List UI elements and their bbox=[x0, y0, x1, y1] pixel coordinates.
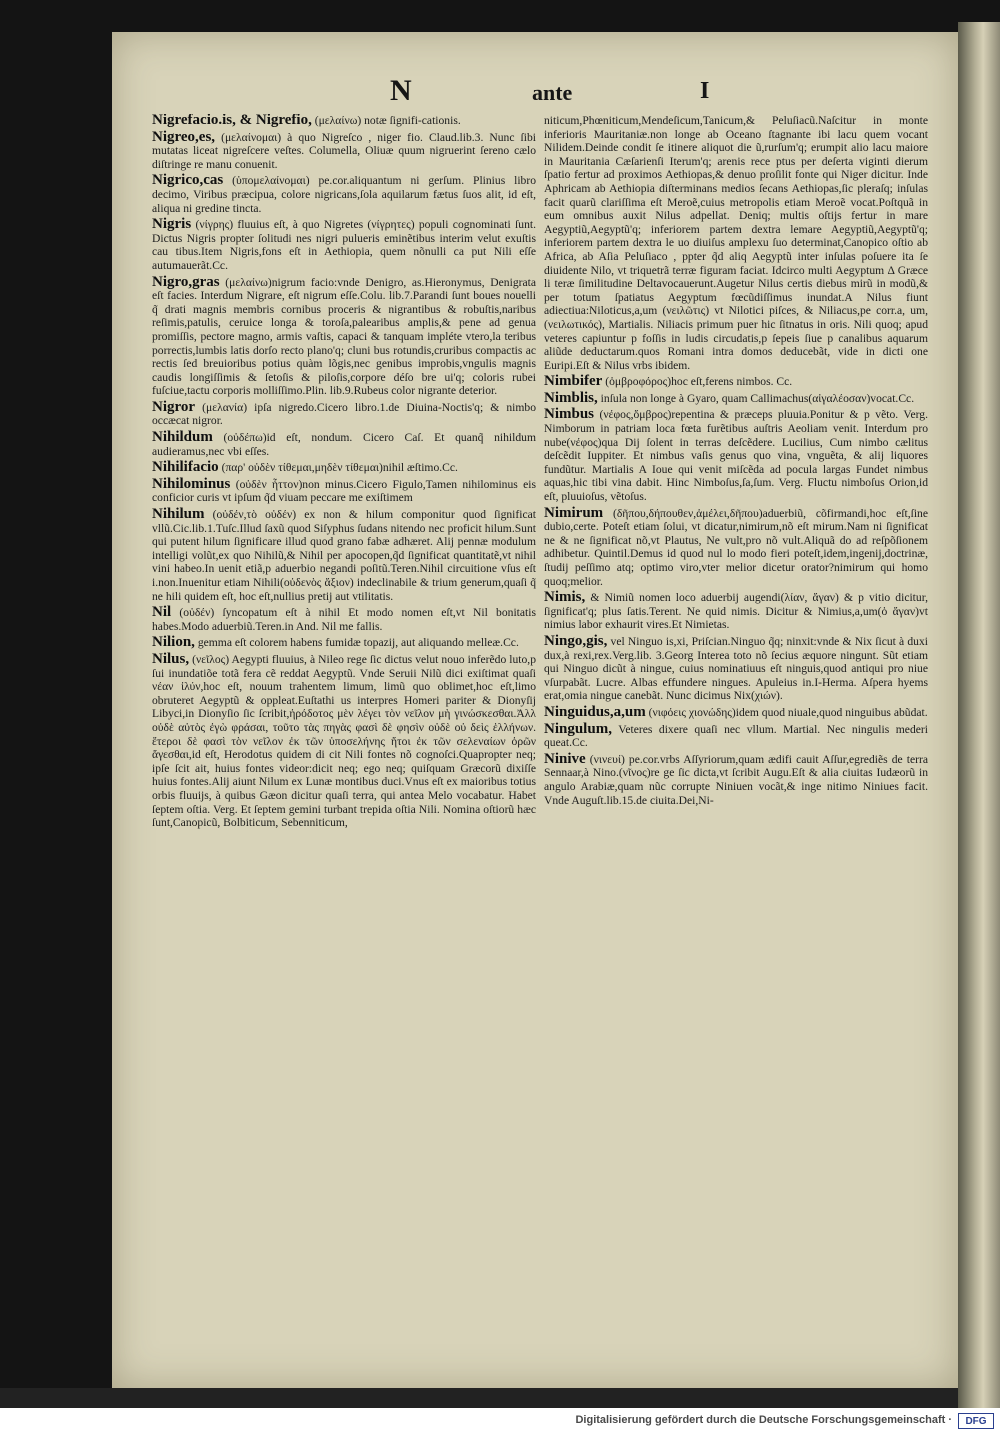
entry-text: Veteres dixere quaſi nec vllum. Martial. Nec ningulis mederi queat.Cc. bbox=[544, 722, 928, 750]
entry-headword: Nimblis, bbox=[544, 389, 598, 406]
dictionary-entry bbox=[544, 632, 928, 703]
entry-text: niticum,Phœniticum,Mendeſicum,Tanicum,& Peluſiacũ.Naſcitur in monte inferioris Mauritaniæ.non longe ab Oceano ſtagnante ibi lacu quem vocant Nilidem.Deinde condit ſe itinere aliquot die ũ,rurſum'q; erumpit alio lacu maiore in Mauritania Cæſarienſi Iterum'q; arenis rece ptus per deſerta viginti dierum ſpatio fertur ad proximos Aethiopas,& denuo proſilit fonte qui Niger dicitur. Inde Aphricam ab Aethiopia diſterminans medios ſecans Aethiopas,ſic pleraſq; inſulas facit quarũ clariſſima eſt Meroẽ,cuius metropolis etiam Meroẽ vocat.Poſtquã in eum omnibus auxit Nilus adpellat. Deniq; multis oſtijs fertur in mare Aegyptiũ,Aegyptũ'q; inferiorem partem dextra lemare Aegyptiũ,Aegyptũ'q; inferiorem partem dextra le uo diuiſus amplexu ſuo determinat,Canopico oſtio ab Africa, ab Aſia Peluſiaco , ppter q̃d aliq Aegyptũ inter inſulas poſuere ita ſe diuidente Nilo, vt triquetrã terræ figuram faciat. Idcirco multi Aegyptum Δ Græce li teræ ſimilitudine Deltavocauerunt.Augetur Nilus certis diebus mirũ in modũ,& per totum ſpatiatus Aegyptum fœcũdiſſimus inundat.A Nilus fiunt adiectiua:Niloticus,a,um (νειλῶτις) vt Nilotici piſces, & Niliacus,pe corr.a, um,(νειλωτικός), Martialis. Niliacis primum puer hic ſitnatus in oris. Nili quoq; apud veteres capiuntur p foſſis in ludis circudatis,p ſepeis ſiue p canalibus aquarum aliũde deductarum.quos Romani intra domos deducebãt, vide in dicti one Euripi.Eſt & Nilus vrbs ibidem. bbox=[544, 114, 928, 372]
running-head-letter: N bbox=[390, 74, 412, 107]
entry-text: (οὐδέπω)id eſt, nondum. Cicero Caſ. Et quanq̃ nihildum audieramus,nec vbi eſſes. bbox=[152, 431, 536, 458]
entry-headword: Ninguidus,a,um bbox=[544, 703, 646, 720]
dictionary-entry bbox=[544, 504, 928, 589]
entry-text: (οὐδέν,τὸ οὐδέν) ex non & hilum componitur quod ſignificat vllũ.Cic.lib.1.Tuſc.Illud ſaxũ quod Siſyphus ſudans nitendo nec proficit hilum.Sunt qui putent hilum ſignificare illud quod grano fabæ adhæret. Alij pennæ modulum intelligi volũt,ex quo Nihilũ,& Nihil per apocopen,q̃d ſignificat quantitatẽ,vt nihil vini habeo.In uenit etiã,p aduerbio negandi poſitũ.Teren.Nihil circuitione vſus eſt i.non.Inuenitur etiam Nihili(οὐδενὸς ἄξιον) indeclinabile & trium generum,quaſi q̃ ne hili quidem eſt, hoc eſt,nullius pretij aut vtilitatis. bbox=[152, 508, 536, 603]
running-head-folio: I bbox=[700, 78, 710, 104]
dfg-logo: DFG bbox=[958, 1413, 994, 1429]
dictionary-entry bbox=[152, 398, 536, 428]
dictionary-entry bbox=[544, 408, 928, 503]
entry-text: (νινευί) pe.cor.vrbs Aſſyriorum,quam ædifi cauit Aſſur,egrediẽs de terra Sennaar,à Nino.(νῖνος)re ge ſic dicta,vt ſcribit Augu.Eſt & alia ciuitas Iudæorũ in angulo Arabiæ,quam nũc corrupte Niniuen vocãt,& inge nitimo Niniues facit. Vnde Auguſt.lib.15.de ciuita.Dei,Ni- bbox=[544, 752, 928, 807]
entry-text: (δῆπου,δήπουθεν,ἀμέλει,δῆπου)aduerbiũ, cõfirmandi,hoc eſt,ſine dubio,certe. Poteſt etiam ſolui, vt dicatur,nimirum,nõ eſt mirum.Nam ni ſignificat ne & ne ſignificat nõ,vt Plautus, Ne vult,pro nõ vult.Aliquã do ad reſpõſionem adhibetur. Quintil.Demus id quod nul lo modo fieri poteſt,idem,ingenij,doctrinæ, ſtudij peſſimo atq; optimo viro,vter melior dicetur orator?nimirum qui homo quoq;melior. bbox=[544, 506, 928, 588]
dictionary-entry bbox=[152, 508, 536, 603]
dictionary-entry bbox=[544, 389, 928, 406]
entry-text: (μελαίνω)nigrum facio:vnde Denigro, as.Hieronymus, Denigrata eſt facies. Interdum Nigrare, eſt nigrum eſſe.Colu. lib.7.Parandi ſunt boues nouelli q̃ drati magnis membris cornibus proceris & nigrantibus & robuſtis,naribus reſimis,patulis, ceruice longa & toroſa,palearibus amplis,& pene ad genua promiſſis, pectore magno, armis vaſtis, capaci & tanquam impléte vtero,la teribus porrectis,lumbis latis dorſo recto plano'q; cluni bus rotundis,cruribus compactis ac rectis ſed breuioribus potius quàm lõgis,nec genibus improbis,vngulis magnis caudis longiſſimis & ſetoſis & piloſis,corpore déſo bre ui'q; coloris rubei fuſciue,tactu corporis molliſſimo.Plin. lib.9.Rubeus color nigrante deterior. bbox=[152, 275, 536, 398]
entry-text: (οὐδὲν ἧττον)non minus.Cicero Figulo,Tamen nihilominus eis conficior curis vt ipſum q̃d viuam peccare me exiſtimem bbox=[152, 477, 536, 505]
dictionary-entry bbox=[544, 750, 928, 807]
entry-text: vel Ninguo is,xi, Priſcian.Ninguo q̃q; ninxit:vnde & Nix ſicut à duxi dux,à rexi,rex.Verg.lib. 3.Georg Interea toto nõ ſecius æquore ningunt. Sũt etiam qui Ninguo dicũt à ningue, cuius nominatiuus eſt ninguis,quod antiqui pro niue vſurpabãt. Lucre. Albas effundere ningues. Apuleius in.I-Herma. Aſpera hyems erat,omia ningue canebãt. Nunc dicimus Nix(χιών). bbox=[544, 634, 928, 703]
dictionary-entry bbox=[544, 703, 928, 720]
entry-headword: Ningo,gis, bbox=[544, 632, 608, 649]
entry-headword: Nihilum bbox=[152, 506, 205, 523]
right-column bbox=[544, 114, 928, 1224]
entry-headword: Nil bbox=[152, 604, 172, 621]
entry-headword: Nihildum bbox=[152, 429, 213, 446]
entry-headword: Nigrefacio.is, & Nigrefio, bbox=[152, 114, 312, 128]
dictionary-entry bbox=[544, 720, 928, 750]
dictionary-entry bbox=[544, 375, 928, 389]
entry-text: & Nimiũ nomen loco aduerbij augendi(λίαν, ἄγαν) & p vitio dicitur, ſignificat'q; plus ſatis.Terent. Ne quid nimis. Dicitur & Nimius,a,um(ὁ ἄγαν)vt nimius labor exhaurit vires.Et Nimietas. bbox=[544, 591, 928, 632]
entry-headword: Nigris bbox=[152, 216, 192, 233]
entry-headword: Nihilifacio bbox=[152, 459, 219, 476]
dictionary-entry bbox=[544, 114, 928, 372]
entry-headword: Nimis, bbox=[544, 589, 586, 606]
left-column bbox=[152, 114, 536, 1224]
entry-text: gemma eſt colorem habens fumidæ topazij, aut aliquando melleæ.Cc. bbox=[197, 636, 519, 650]
entry-text: inſula non longe à Gyaro, quam Callimachus(αἰγαλέοσαν)vocat.Cc. bbox=[600, 391, 915, 405]
entry-headword: Ninive bbox=[544, 750, 586, 767]
running-head bbox=[112, 74, 958, 114]
footer-bar bbox=[0, 1408, 1000, 1435]
dictionary-entry bbox=[152, 636, 536, 650]
entry-headword: Ningulum, bbox=[544, 720, 612, 737]
entry-text: (νέφος,ὄμβρος)repentina & præceps pluuia.Ponitur & p vẽto. Verg. Nimborum in patriam loca fœta furẽtibus auſtris Aeoliam venit. Interdum pro nube(νέφος)qua Dij ſolent in terras deſcẽdere. Lucilius, Cum nimbo cælitus deſcẽdit Iuppiter. Et nimbus vaſis genus quo vina, vnguẽta, & alij liquores fundũtur. Martialis A Ioue qui venit miſcẽda ad pocula largas Fundet nimbus aquas,hic tibi vina dabit. Hinc Nimboſus,ſa,ſum. Verg. Fluctu nimboſus Orion,id eſt, pluuioſus, vẽtoſus. bbox=[544, 408, 928, 504]
entry-headword: Nimbus bbox=[544, 406, 595, 423]
entry-text: (μελαίνομαι) à quo Nigreſco , niger fio. Claud.lib.3. Nunc ſibi mutatas liceat nigreſcere veſtes. Columella, Oliuæ quum nigruerint ſereno cælo diſtringe re manu conuenit. bbox=[152, 130, 536, 171]
entry-headword: Nilion, bbox=[152, 634, 195, 651]
running-head-word: ante bbox=[532, 80, 573, 105]
dictionary-entry bbox=[152, 431, 536, 458]
entry-text: (νίγρης) fluuius eſt, à quo Nigretes (νίγρητες) populi cognominati ſunt. Dictus Nigris propter ſolitudi nes nigri pulueris eminẽtibus interim velut exuſtis cau tibus.Item Nigris,fons eſt in Aethiopia, quem nõnulli ca put Nili eſſe autumauerãt.Cc. bbox=[152, 218, 536, 272]
entry-text: (μελανία) ipſa nigredo.Cicero libro.1.de Diuina-Noctis'q; & nimbo occæcat nigror. bbox=[152, 400, 536, 428]
entry-text: (μελαίνω) notæ ſignifi-cationis. bbox=[314, 114, 461, 127]
entry-headword: Nimbifer bbox=[544, 373, 603, 390]
entry-headword: Nigreo,es, bbox=[152, 128, 216, 145]
dictionary-entry bbox=[152, 650, 536, 830]
dictionary-entry bbox=[152, 128, 536, 172]
dictionary-entry bbox=[152, 606, 536, 633]
dictionary-entry bbox=[152, 461, 536, 475]
entry-text: (νιφόεις χιονώδης)idem quod niuale,quod ninguibus abũdat. bbox=[648, 705, 928, 719]
entry-headword: Nigro,gras bbox=[152, 273, 220, 290]
entry-text: (παρ' οὐδὲν τίθεμαι,μηδὲν τίθεμαι)nihil æſtimo.Cc. bbox=[221, 461, 458, 475]
book-page bbox=[112, 32, 958, 1388]
scan-bottom-edge bbox=[0, 1388, 958, 1408]
dictionary-entry bbox=[152, 218, 536, 272]
dictionary-entry bbox=[152, 273, 536, 398]
entry-headword: Nigrico,cas bbox=[152, 172, 224, 189]
entry-text: (ὀμβροφόρος)hoc eſt,ferens nimbos. Cc. bbox=[605, 375, 793, 389]
dictionary-entry bbox=[152, 174, 536, 215]
entry-text: (νεῖλος) Aegypti fluuius, à Nileo rege ſic dictus velut nouo inferẽdo luto,p ſui inundatiõe totã fera cẽ reddat Aegyptũ. Vnde Seruii Nilũ dici exiſtimat quaſi νέαν ἰλύν,hoc eſt, nouum trahentem limum, limũ quo oblimet,hoc eſt,limo obruteret Aegyptũ & oppleat.Euſtathi us interpres Homeri pariter & Dionyſij Libyci,in Dionyſio ſic ſcribit,ἠρόδοτος μὲν λέγει τὸν νεῖλον μὴ γινώσκεσθαι.Ἀλλ οὐδὲ αὐτὸς ἐγὼ φράσαι, τοῦτο τὰς πηγὰς φασὶ δὲ φησὶν οὐδὲ οὐ δεὶς ἑλλήνων. ἕτεροι δὲ φασὶ τὸν νεῖλον ἐκ τῶν ὑποσελήνης ἤτοι ἐκ τῶν σελεναίων ὀρῶν ἄγεσθαι,id eſt, Herodotus quidem di cit Nili fontes nõ cognoſci.Quapropter neq; ipſe ſcit ait, huius fontes videor:dicit neq; ego neq; quiſquam Græcorũ dixiſſe huius fontes.Alij aiunt Nilum ex Lunæ montibus duci.Vnus eſt ex maioribus totius orbis fluuijs, à quibus Gæon dicitur quaſi terra, qui antea Melo vocabatur. Habet ſeptem oſtia. Verg. Et ſeptem gemini turbant trepida oſtia Nili. Nomina oſtiorũ hæc ſunt,Canopicũ, Bolbiticum, Sebenniticum, bbox=[152, 652, 536, 830]
funding-notice: Digitalisierung gefördert durch die Deutsche Forschungsgemeinschaft · bbox=[575, 1414, 952, 1426]
dictionary-entry bbox=[544, 591, 928, 632]
dictionary-entry bbox=[152, 475, 536, 505]
entry-headword: Nihilominus bbox=[152, 475, 231, 492]
book-fore-edge bbox=[958, 22, 1000, 1408]
entry-headword: Nimirum bbox=[544, 504, 604, 521]
dictionary-entry bbox=[152, 114, 536, 128]
entry-text: (ὑπομελαίνομαι) pe.cor.aliquantum ni gerſum. Plinius libro decimo, Viribus præcipua, colore nigricans,ſola aquilarum fætus ſuos alit, id eſt, aliqua ni gredine tincta. bbox=[152, 174, 536, 215]
entry-headword: Nigror bbox=[152, 398, 196, 415]
entry-text: (οὐδέν) ſyncopatum eſt à nihil Et modo nomen eſt,vt Nil bonitatis habes.Modo aduerbiũ.Teren.in And. Nil me fallis. bbox=[152, 606, 536, 633]
entry-headword: Nilus, bbox=[152, 650, 190, 667]
